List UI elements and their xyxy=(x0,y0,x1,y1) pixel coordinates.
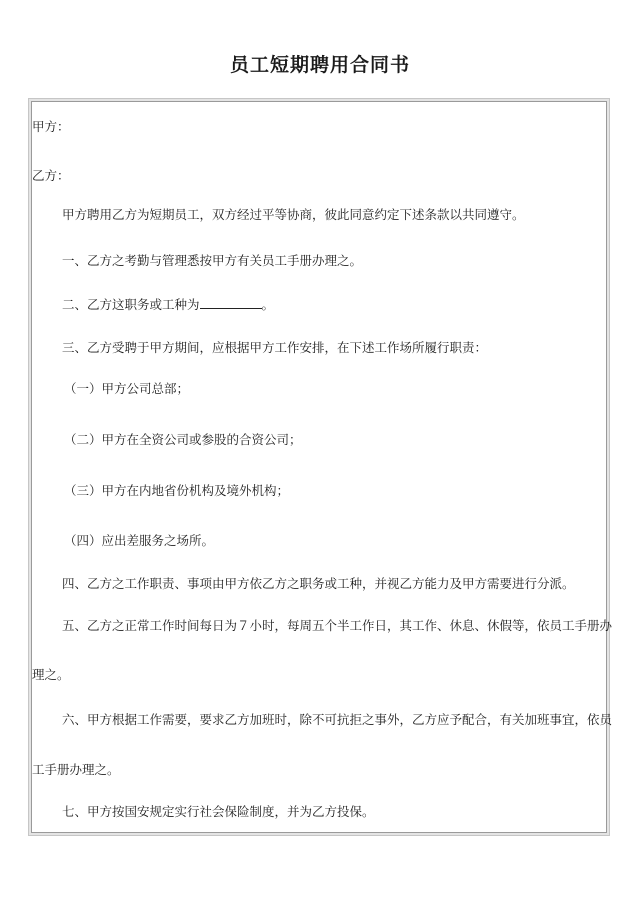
party-a-label: 甲方： xyxy=(32,119,70,134)
party-b-label: 乙方： xyxy=(32,168,70,183)
clause-2-text: 二、乙方这职务或工种为 xyxy=(62,297,200,312)
clause-5-line-2: 理之。 xyxy=(32,667,70,682)
clause-5-line-1: 五、乙方之正常工作时间每日为７小时，每周五个半工作日，其工作、休息、休假等，依员工手册办 xyxy=(62,618,613,633)
clause-6-line-2: 工手册办理之。 xyxy=(32,762,120,777)
clause-7: 七、甲方按国安规定实行社会保险制度，并为乙方投保。 xyxy=(62,804,375,819)
clause-2 xyxy=(32,296,274,313)
workplace-item-2: （二）甲方在全资公司或参股的合资公司； xyxy=(64,432,302,447)
document-title: 员工短期聘用合同书 xyxy=(229,54,410,76)
workplace-item-4: （四）应出差服务之场所。 xyxy=(64,533,215,548)
job-title-blank xyxy=(200,296,262,309)
workplace-item-3: （三）甲方在内地省份机构及境外机构； xyxy=(64,483,290,498)
clause-1: 一、乙方之考勤与管理悉按甲方有关员工手册办理之。 xyxy=(62,253,363,268)
clause-3: 三、乙方受聘于甲方期间，应根据甲方工作安排，在下述工作场所履行职责： xyxy=(62,340,488,355)
clause-2-end: 。 xyxy=(261,297,275,312)
workplace-item-1: （一）甲方公司总部； xyxy=(64,381,190,396)
contract-body-frame xyxy=(31,101,613,833)
clause-6-line-1: 六、甲方根据工作需要，要求乙方加班时，除不可抗拒之事外，乙方应予配合，有关加班事宜，依员 xyxy=(62,712,613,727)
clause-4: 四、乙方之工作职责、事项由甲方依乙方之职务或工种，并视乙方能力及甲方需要进行分派。 xyxy=(62,576,575,591)
contract-intro: 甲方聘用乙方为短期员工，双方经过平等协商，彼此同意约定下述条款以共同遵守。 xyxy=(62,207,525,222)
